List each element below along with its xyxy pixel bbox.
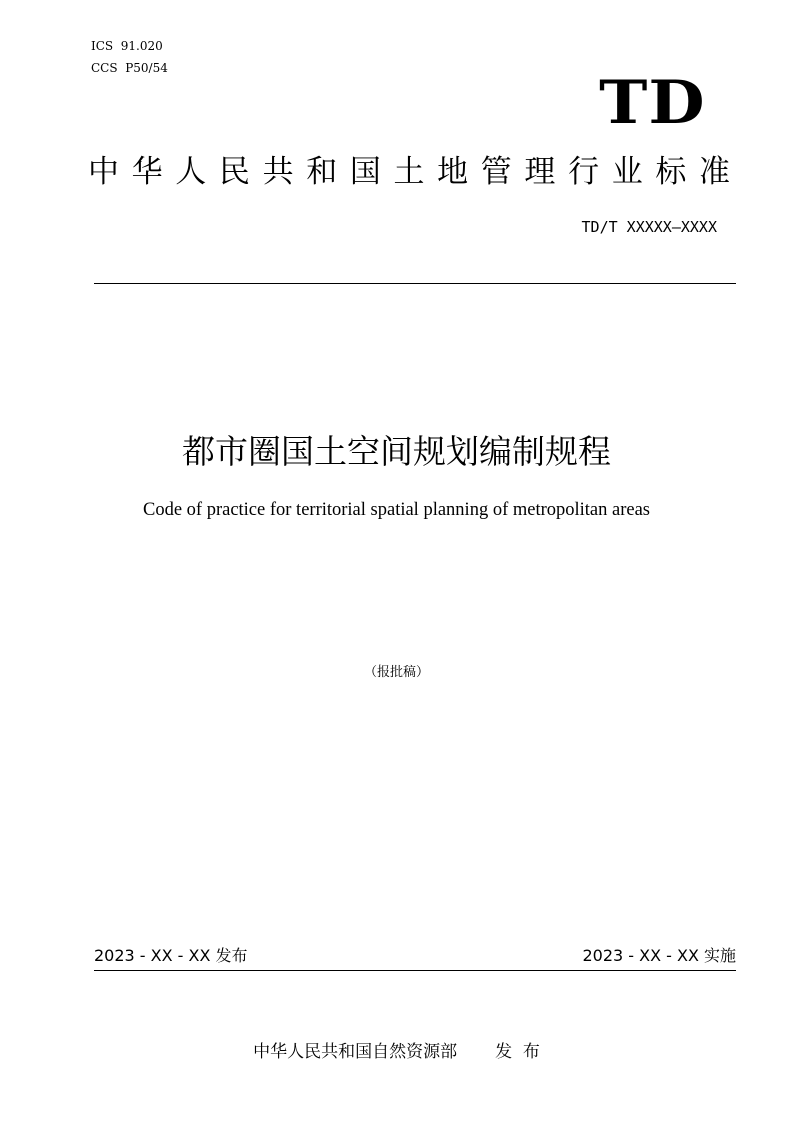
implementation-date: 2023 - XX - XX 实施 [582,946,736,965]
standard-number: TD/T XXXXX—XXXX [581,218,717,236]
ccs-code: CCS P50/54 [91,61,168,75]
top-divider [94,283,736,284]
ics-code: ICS 91.020 [91,39,163,53]
td-logo: TD [599,68,706,138]
bottom-divider [94,970,736,971]
publisher-name: 中华人民共和国自然资源部 [253,1042,458,1062]
draft-status: （报批稿） [363,665,429,680]
document-title-zh: 都市圈国土空间规划编制规程 [182,432,611,471]
issue-date: 2023 - XX - XX 发布 [94,946,248,965]
document-title-en: Code of practice for territorial spatial planning of metropolitan areas [142,500,650,520]
publisher-action: 发 布 [495,1042,540,1062]
standard-category-title: 中华人民共和国土地管理行业标准 [88,154,730,190]
publisher-line [0,1040,793,1064]
